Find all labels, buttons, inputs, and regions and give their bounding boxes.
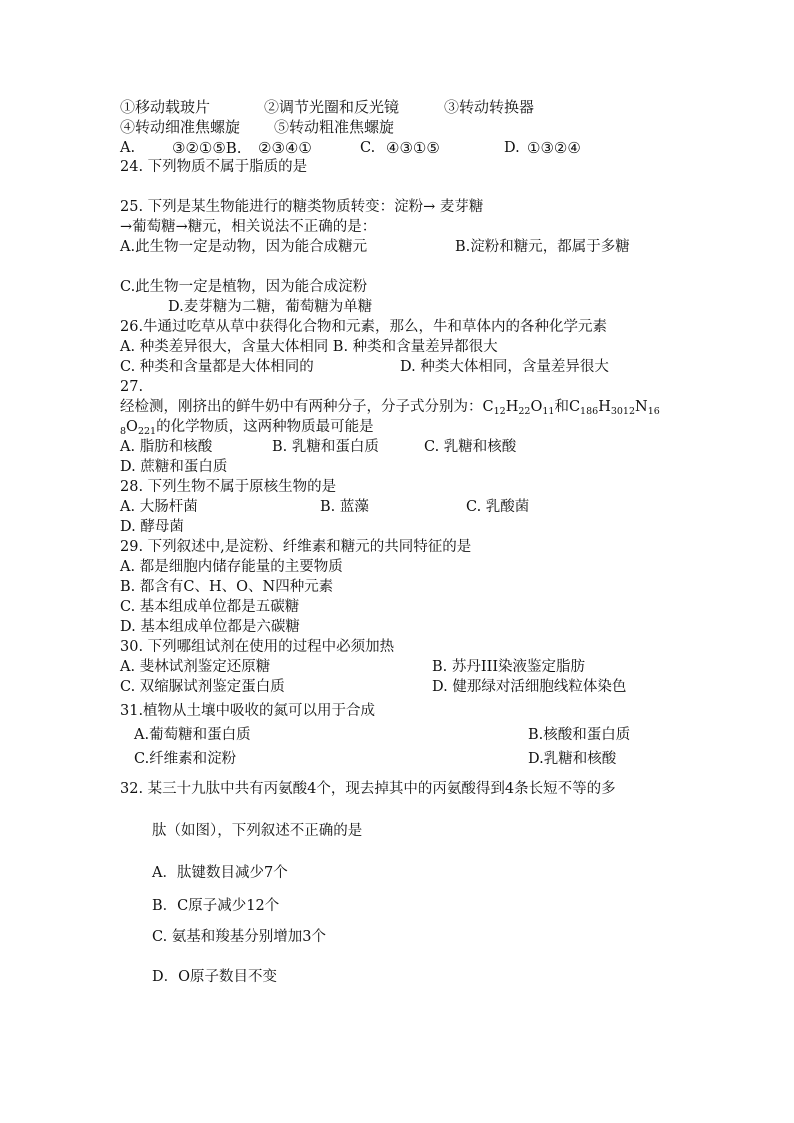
q32-option-c: C. 氨基和羧基分别增加3个: [152, 929, 327, 945]
q23-option-d-label: D.: [504, 140, 520, 156]
q27-stem-2: $_8O_{221}$的化学物质，这两种物质最可能是: [120, 419, 374, 437]
q23-option-d: ①③②④: [527, 139, 581, 157]
formula-1: $C_{12}H_{22}O_{11}$: [482, 399, 555, 417]
q27-stem-1: 经检测，刚挤出的鲜牛奶中有两种分子，分子式分别为：$C_{12}H_{22}O_{11}$和$C_{186}H_{3012}N_{16}$: [120, 399, 660, 417]
q30-option-c: C. 双缩脲试剂鉴定蛋白质: [120, 679, 285, 695]
q25-option-b: B.淀粉和糖元，都属于多糖: [455, 239, 630, 255]
q25-stem-2: →葡萄糖→糖元，相关说法不正确的是：: [120, 219, 377, 235]
q23-option-a-b: ③②①⑤B.: [172, 139, 242, 157]
q30-option-d: D. 健那绿对活细胞线粒体染色: [432, 679, 627, 695]
q28-stem: 28. 下列生物不属于原核生物的是: [120, 479, 337, 495]
q25-option-c: C.此生物一定是植物，因为能合成淀粉: [120, 279, 368, 295]
q25-option-d: D.麦芽糖为二糖，葡萄糖为单糖: [168, 299, 373, 315]
q26-option-a-b: A. 种类差异很大，含量大体相同 B. 种类和含量差异都很大: [120, 339, 498, 355]
q30-option-b: B. 苏丹III染液鉴定脂肪: [432, 659, 586, 675]
q28-option-a: A. 大肠杆菌: [120, 499, 198, 515]
q26-option-d: D. 种类大体相同，含量差异很大: [400, 359, 609, 375]
q25-stem-1: 25. 下列是某生物能进行的糖类物质转变：淀粉→ 麦芽糖: [120, 199, 484, 215]
step-2: ②调节光圈和反光镜: [264, 98, 400, 116]
q27-option-a: A. 脂肪和核酸: [120, 439, 213, 455]
q28-option-d: D. 酵母菌: [120, 519, 184, 535]
q23-option-c: ④③①⑤: [386, 139, 440, 157]
q32-option-d: D．O原子数目不变: [152, 969, 278, 985]
q32-option-b: B．C原子减少12个: [152, 898, 280, 914]
q23-option-c-label: C.: [360, 140, 376, 156]
step-4: ④转动细准焦螺旋: [120, 118, 241, 136]
step-5: ⑤转动粗准焦螺旋: [274, 118, 395, 136]
step-3: ③转动转换器: [444, 98, 535, 116]
q28-option-b: B. 蓝藻: [320, 499, 369, 515]
q24-stem: 24. 下列物质不属于脂质的是: [120, 159, 308, 175]
q30-stem: 30. 下列哪组试剂在使用的过程中必须加热: [120, 639, 395, 655]
q32-stem-1: 32. 某三十九肽中共有丙氨酸4个，现去掉其中的丙氨酸得到4条长短不等的多: [120, 781, 616, 797]
q29-option-b: B. 都含有C、H、O、N四种元素: [120, 579, 334, 595]
q29-stem: 29. 下列叙述中,是淀粉、纤维素和糖元的共同特征的是: [120, 539, 472, 555]
step-1: ①移动载玻片: [120, 98, 211, 116]
q23-option-b: ②③④①: [258, 139, 312, 157]
q25-option-a: A.此生物一定是动物，因为能合成糖元: [120, 239, 368, 255]
q27-number: 27.: [120, 379, 144, 395]
q31-option-c: C.纤维素和淀粉: [134, 751, 237, 767]
q31-option-a: A.葡萄糖和蛋白质: [134, 727, 251, 743]
q29-option-c: C. 基本组成单位都是五碳糖: [120, 599, 300, 615]
q29-option-d: D. 基本组成单位都是六碳糖: [120, 619, 300, 635]
q26-option-c: C. 种类和含量都是大体相同的: [120, 359, 314, 375]
q30-option-a: A. 斐林试剂鉴定还原糖: [120, 659, 271, 675]
q31-option-b: B.核酸和蛋白质: [528, 727, 631, 743]
q29-option-a: A. 都是细胞内储存能量的主要物质: [120, 559, 343, 575]
q26-stem: 26.牛通过吃草从草中获得化合物和元素，那么，牛和草体内的各种化学元素: [120, 319, 608, 335]
q27-option-d: D. 蔗糖和蛋白质: [120, 459, 228, 475]
q32-stem-2: 肽（如图），下列叙述不正确的是: [152, 823, 363, 839]
q23-option-a-label: A.: [120, 140, 136, 156]
formula-2: $C_{186}H_{3012}N_{16}$: [568, 399, 660, 417]
q28-option-c: C. 乳酸菌: [466, 499, 530, 515]
q27-option-c: C. 乳糖和核酸: [424, 439, 517, 455]
q27-option-b: B. 乳糖和蛋白质: [272, 439, 379, 455]
q31-option-d: D.乳糖和核酸: [528, 751, 617, 767]
q32-option-a: A．肽键数目减少7个: [152, 865, 288, 881]
q31-stem: 31.植物从土壤中吸收的氮可以用于合成: [120, 703, 376, 719]
